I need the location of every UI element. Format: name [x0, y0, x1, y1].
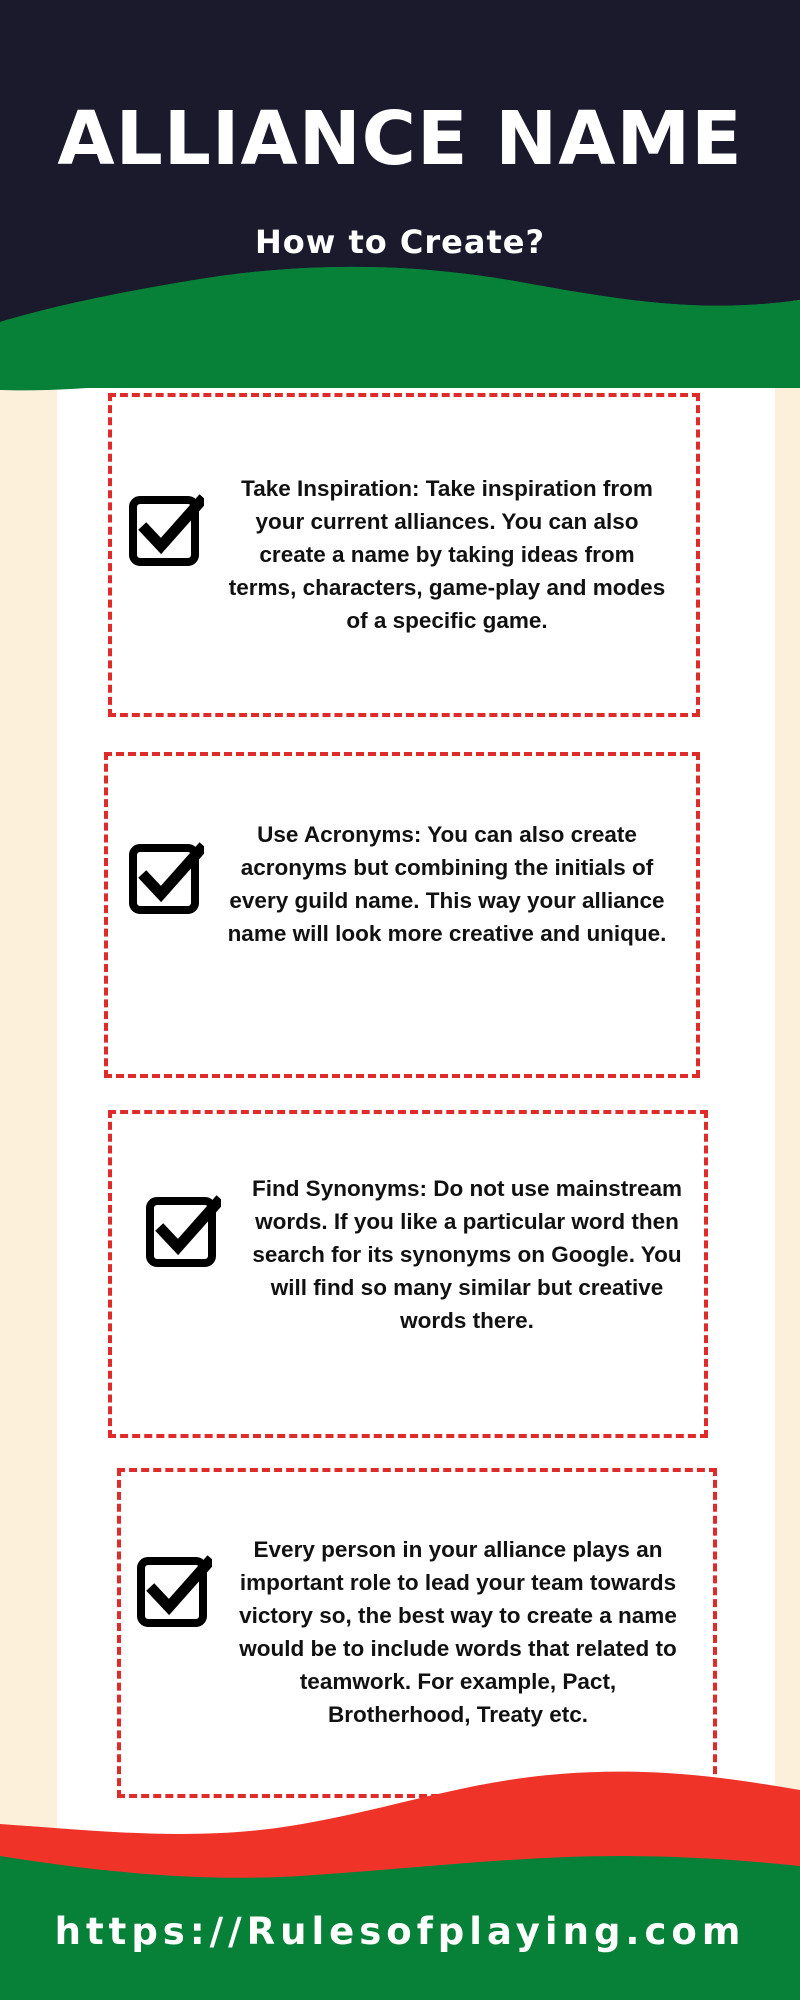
header-background — [0, 0, 800, 400]
tip-text-2: Use Acronyms: You can also create acronyms but combining the initials of every guild name. This way your alliance name will look more creative and unique. — [227, 822, 667, 946]
page-title: ALLIANCE NAME — [57, 96, 743, 182]
checkbox-checked-icon — [128, 840, 204, 916]
tip-text-1: Take Inspiration: Take inspiration from your current alliances. You can also create a name by taking ideas from terms, characters, game-play and modes of a specific game. — [228, 476, 666, 633]
checkbox-checked-icon — [136, 1553, 212, 1629]
footer-url-link[interactable]: https://Rulesofplaying.com — [54, 1910, 746, 1953]
footer-background — [0, 1760, 800, 2000]
tip-text-3: Find Synonyms: Do not use mainstream words. If you like a particular word then search for its synonyms on Google. You will find so many similar but creative words there. — [251, 1176, 683, 1333]
checkbox-checked-icon — [128, 492, 204, 568]
tip-text-4: Every person in your alliance plays an important role to lead your team towards victory so, the best way to create a name would be to include words that related to teamwork. For example, Pact, Brotherhood, Treaty etc. — [239, 1537, 677, 1727]
checkbox-checked-icon — [145, 1193, 221, 1269]
page-subtitle: How to Create? — [254, 223, 545, 261]
